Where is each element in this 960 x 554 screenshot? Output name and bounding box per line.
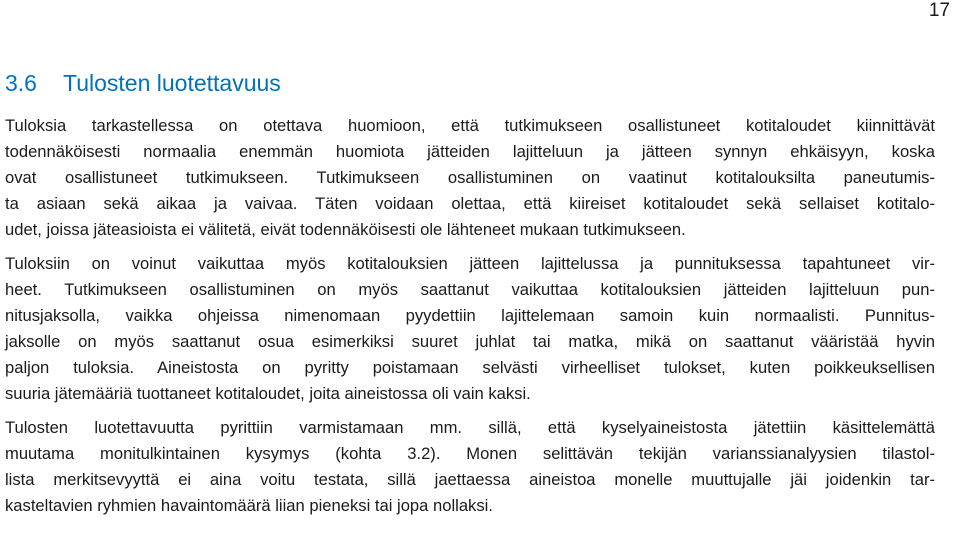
text-line: suuria jätemääriä tuottaneet kotitaloudet, joita aineistossa oli vain kaksi. — [5, 384, 531, 403]
text-line: todennäköisesti normaalia enemmän huomiota jätteiden lajitteluun ja jätteen synnyn ehkäisyyn, koska — [5, 142, 935, 161]
text-line: muutama monitulkintainen kysymys (kohta 3.2). Monen selittävän tekijän varianssianalyysien tilastol- — [5, 444, 935, 463]
text-line: Tulosten luotettavuutta pyrittiin varmistamaan mm. sillä, että kyselyaineistosta jätettiin käsittelemättä — [5, 418, 935, 437]
text-line: lista merkitsevyyttä ei aina voitu testata, sillä jaettaessa aineistoa monelle muuttujalle jäi joidenkin tar- — [5, 470, 935, 489]
section-number: 3.6 — [5, 70, 37, 96]
text-line: paljon tuloksia. Aineistosta on pyritty poistamaan selvästi virheelliset tulokset, kuten poikkeuksellisen — [5, 358, 935, 377]
page-number: 17 — [928, 0, 950, 21]
text-line: ovat osallistuneet tutkimukseen. Tutkimukseen osallistuminen on vaatinut kotitalouksilta paneutumis- — [5, 168, 935, 187]
text-line: jaksolle on myös saattanut osua esimerkiksi suuret juhlat tai matka, mikä on saattanut vääristää hyvin — [5, 332, 935, 351]
paragraph-3 — [5, 415, 935, 519]
section-title: Tulosten luotettavuus — [63, 70, 281, 96]
text-line: udet, joissa jäteasioista ei välitetä, eivät todennäköisesti ole lähteneet mukaan tutkimukseen. — [5, 220, 686, 239]
text-line: Tuloksia tarkastellessa on otettava huomioon, että tutkimukseen osallistuneet kotitaloudet kiinnittävät — [5, 116, 935, 135]
paragraph-1 — [5, 113, 935, 243]
text-line: ta asiaan sekä aikaa ja vaivaa. Täten voidaan olettaa, että kiireiset kotitaloudet sekä sellaiset kotitalo- — [5, 194, 935, 213]
text-line: kasteltavien ryhmien havaintomäärä liian pieneksi tai jopa nollaksi. — [5, 496, 493, 515]
text-line: heet. Tutkimukseen osallistuminen on myös saattanut vaikuttaa kotitalouksien jätteiden lajitteluun pun- — [5, 280, 935, 299]
paragraph-2 — [5, 251, 935, 407]
section-heading — [5, 69, 281, 97]
text-line: nitusjaksolla, vaikka ohjeissa nimenomaan pyydettiin lajittelemaan samoin kuin normaalisti. Punnitus- — [5, 306, 935, 325]
body-text — [5, 113, 935, 519]
text-line: Tuloksiin on voinut vaikuttaa myös kotitalouksien jätteen lajittelussa ja punnituksessa tapahtuneet vir- — [5, 254, 935, 273]
